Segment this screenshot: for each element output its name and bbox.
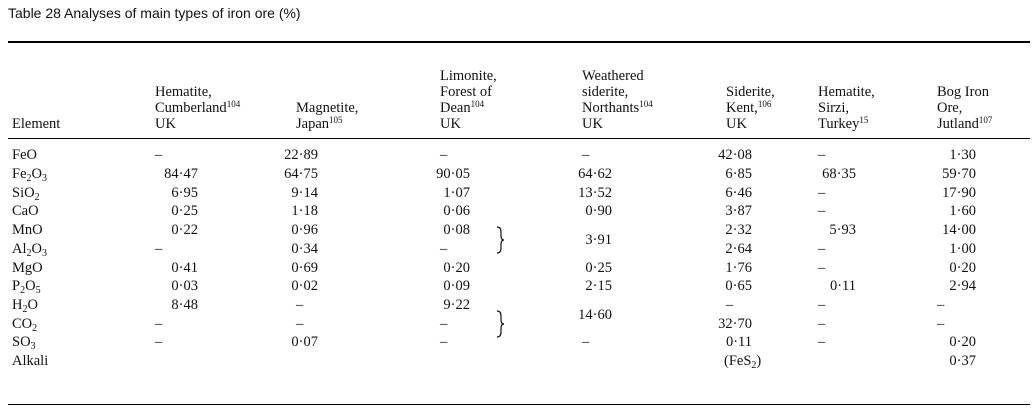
header-text: UK (155, 116, 176, 132)
formula-part: O (31, 166, 42, 182)
formula-part: MnO (12, 222, 43, 238)
header-line (440, 68, 497, 84)
header-line (582, 116, 653, 132)
dash-value: – (440, 316, 448, 332)
value-cell (942, 222, 976, 238)
formula-part: O (25, 278, 36, 294)
value-cell (296, 297, 303, 313)
reference-number: 104 (226, 99, 241, 109)
numeric-value: 1·30 (949, 147, 976, 163)
numeric-value: 42·08 (718, 147, 752, 163)
header-line (155, 100, 240, 116)
value-cell (818, 241, 825, 257)
subscript: 2 (26, 173, 32, 184)
numeric-value: 1·76 (725, 260, 752, 276)
element-label (12, 203, 39, 219)
numeric-value: 0·02 (291, 278, 318, 294)
header-col-4 (582, 50, 722, 132)
dash-value: – (440, 241, 448, 257)
header-line (726, 84, 775, 100)
value-cell (725, 185, 752, 201)
subscript: 2 (751, 360, 757, 371)
element-label (12, 278, 41, 294)
numeric-value: 14·00 (942, 222, 976, 238)
value-cell (578, 185, 612, 201)
value-cell (443, 260, 470, 276)
header-line (582, 100, 653, 116)
subscript: 2 (34, 192, 40, 203)
value-cell (818, 334, 825, 350)
value-cell (582, 147, 589, 163)
value-cell (949, 334, 976, 350)
subscript: 3 (41, 173, 47, 184)
header-text: Northants (582, 100, 640, 116)
dash-value: – (818, 203, 826, 219)
element-label (12, 222, 43, 238)
value-cell (829, 222, 856, 238)
header-text: UK (582, 116, 603, 132)
value-cell (818, 203, 825, 219)
formula-part: H (12, 297, 23, 313)
numeric-value: 6·85 (725, 166, 752, 182)
dash-value: – (818, 297, 826, 313)
merged-value-cell (578, 307, 612, 323)
numeric-value: 2·94 (949, 278, 976, 294)
dash-value: – (582, 147, 590, 163)
value-cell (818, 297, 825, 313)
header-text: Turkey (818, 116, 860, 132)
dash-value: – (440, 334, 448, 350)
value-cell (830, 278, 856, 294)
formula-part: CaO (12, 203, 39, 219)
dash-value: – (818, 260, 826, 276)
numeric-value: 17·90 (942, 185, 976, 201)
formula-part: SO (12, 334, 31, 350)
reference-number: 104 (639, 99, 653, 109)
value-cell (718, 316, 752, 332)
numeric-value: 0·25 (171, 203, 198, 219)
dash-value: – (296, 297, 304, 313)
header-lines (726, 84, 775, 132)
header-line (818, 116, 875, 132)
numeric-value: 59·70 (942, 166, 976, 182)
numeric-value: 0·20 (949, 334, 976, 350)
dash-value: – (818, 241, 826, 257)
numeric-value: 2·32 (725, 222, 752, 238)
header-text: Magnetite, (296, 100, 359, 116)
header-line (296, 100, 358, 116)
header-line (12, 116, 60, 132)
value-cell (725, 203, 752, 219)
reference-number: 15 (859, 115, 869, 125)
header-lines (155, 84, 240, 132)
reference-number: 107 (978, 115, 993, 125)
brace-limonite-mno-al2o3 (495, 226, 505, 254)
dash-value: – (155, 147, 163, 163)
header-text: Element (12, 116, 61, 132)
header-text: Forest of (440, 84, 492, 100)
numeric-value: 14·60 (578, 307, 612, 323)
numeric-value: 1·07 (443, 185, 470, 201)
value-cell (582, 334, 589, 350)
dash-value: – (155, 316, 163, 332)
header-lines (582, 68, 653, 132)
numeric-value: 64·75 (284, 166, 318, 182)
numeric-value: 1·18 (291, 203, 318, 219)
value-cell (443, 203, 470, 219)
value-cell (284, 147, 318, 163)
value-cell (725, 278, 752, 294)
header-text: Hematite, (818, 84, 875, 100)
header-line (440, 100, 497, 116)
dash-value: – (937, 297, 945, 313)
header-line (155, 116, 240, 132)
element-label (12, 334, 36, 350)
dash-value: – (582, 334, 590, 350)
value-cell (725, 260, 752, 276)
header-line (582, 84, 653, 100)
value-cell (164, 166, 198, 182)
value-cell (171, 278, 198, 294)
value-cell (443, 222, 470, 238)
numeric-value: 2·64 (725, 241, 752, 257)
numeric-value: 0·22 (171, 222, 198, 238)
header-lines (937, 84, 992, 132)
value-cell (818, 260, 825, 276)
value-cell (949, 147, 976, 163)
header-line (726, 100, 775, 116)
numeric-value: 6·95 (171, 185, 198, 201)
value-cell (718, 147, 752, 163)
merged-value-cell (585, 232, 612, 248)
formula-part: MgO (12, 260, 43, 276)
numeric-value: 64·62 (578, 166, 612, 182)
subscript: 2 (26, 248, 32, 259)
header-text: Dean (440, 100, 471, 116)
reference-number: 105 (329, 115, 343, 125)
header-col-1 (155, 50, 295, 132)
header-text: siderite, (582, 84, 629, 100)
dash-value: – (818, 147, 826, 163)
value-cell (726, 297, 733, 313)
element-label (12, 316, 37, 332)
element-label (12, 166, 47, 182)
bottom-rule (8, 404, 1030, 405)
value-cell (949, 353, 976, 369)
numeric-value: 0·41 (171, 260, 198, 276)
subscript: 3 (30, 341, 36, 352)
value-cell (818, 147, 825, 163)
value-cell (171, 222, 198, 238)
numeric-value: 5·93 (829, 222, 856, 238)
subscript: 5 (35, 285, 41, 296)
numeric-value: 8·48 (171, 297, 198, 313)
numeric-value: 0·20 (443, 260, 470, 276)
value-cell (585, 278, 612, 294)
value-cell (724, 353, 761, 369)
value-cell (171, 260, 198, 276)
numeric-value: 0·11 (725, 334, 752, 350)
dash-value: – (937, 316, 945, 332)
element-label (12, 185, 40, 201)
numeric-value: 0·03 (171, 278, 198, 294)
numeric-value: 1·60 (949, 203, 976, 219)
numeric-value: 32·70 (718, 316, 752, 332)
subscript: 2 (22, 304, 28, 315)
numeric-value: 9·22 (443, 297, 470, 313)
numeric-value: 0·65 (725, 278, 752, 294)
value-cell (440, 241, 447, 257)
value-cell (725, 241, 752, 257)
formula-part: O (31, 241, 42, 257)
header-line (937, 84, 992, 100)
reference-number: 106 (757, 99, 772, 109)
header-text: Japan (296, 116, 330, 132)
formula-part: Fe (12, 147, 27, 163)
dash-value: – (818, 334, 826, 350)
header-text: Sirzi, (818, 100, 850, 116)
formula-part: O (26, 147, 37, 163)
value-cell (818, 316, 825, 332)
header-line (155, 84, 240, 100)
dash-value: – (440, 147, 448, 163)
header-col-7 (937, 50, 1036, 132)
header-lines (296, 100, 358, 132)
value-cell (942, 185, 976, 201)
header-rule (8, 138, 1030, 139)
numeric-value: 0·34 (291, 241, 318, 257)
header-text: Cumberland (155, 100, 227, 116)
value-cell (291, 203, 318, 219)
numeric-value: 0·07 (291, 334, 318, 350)
header-lines (818, 84, 875, 132)
numeric-value: 90·05 (436, 166, 470, 182)
value-cell (942, 166, 976, 182)
numeric-value: 0·25 (585, 260, 612, 276)
value-cell (291, 222, 318, 238)
formula-part: CO (12, 316, 33, 332)
value-cell (585, 260, 612, 276)
closing-paren: ) (756, 353, 762, 369)
numeric-value: 9·14 (291, 185, 318, 201)
element-label (12, 260, 43, 276)
value-cell (440, 147, 447, 163)
numeric-value: 0·69 (291, 260, 318, 276)
header-col-2 (296, 50, 436, 132)
value-cell (291, 278, 318, 294)
brace-limonite-h2o-co2 (495, 310, 505, 338)
dash-value: – (155, 241, 163, 257)
value-cell (171, 297, 198, 313)
header-text: Limonite, (440, 68, 497, 84)
header-line (818, 100, 875, 116)
dash-value: – (818, 185, 826, 201)
value-cell (578, 166, 612, 182)
header-line (440, 84, 497, 100)
value-cell (937, 316, 944, 332)
value-cell (171, 203, 198, 219)
header-line (440, 116, 497, 132)
numeric-value: 22·89 (284, 147, 318, 163)
top-rule (8, 41, 1030, 43)
numeric-value: (FeS (724, 353, 752, 369)
value-cell (949, 203, 976, 219)
numeric-value: 0·09 (443, 278, 470, 294)
numeric-value: 0·11 (829, 278, 856, 294)
header-text: Hematite, (155, 84, 212, 100)
header-line (726, 116, 775, 132)
formula-part: Alkali (12, 353, 49, 369)
header-line (818, 84, 875, 100)
numeric-value: 0·20 (949, 260, 976, 276)
header-text: Jutland (937, 116, 979, 132)
value-cell (949, 260, 976, 276)
numeric-value: 0·08 (443, 222, 470, 238)
header-line (937, 116, 992, 132)
header-text: Weathered (582, 68, 644, 84)
value-cell (155, 334, 162, 350)
value-cell (440, 316, 447, 332)
formula-part: Al (12, 241, 27, 257)
formula-part: Fe (12, 166, 27, 182)
header-line (296, 116, 358, 132)
element-label (12, 353, 48, 369)
dash-value: – (296, 316, 304, 332)
formula-part: O (27, 297, 38, 313)
element-label (12, 147, 37, 163)
header-col-0 (12, 50, 152, 132)
value-cell (284, 166, 318, 182)
value-cell (291, 334, 318, 350)
numeric-value: 2·15 (585, 278, 612, 294)
value-cell (443, 297, 470, 313)
header-lines (12, 116, 60, 132)
header-text: UK (726, 116, 747, 132)
numeric-value: 3·87 (725, 203, 752, 219)
reference-number: 104 (470, 99, 485, 109)
table-caption: Table 28 Analyses of main types of iron ore (%) (8, 5, 301, 21)
element-label (12, 297, 38, 313)
header-text: Kent, (726, 100, 758, 116)
header-text: Siderite, (726, 84, 775, 100)
header-text: Ore, (937, 100, 963, 116)
numeric-value: 13·52 (578, 185, 612, 201)
formula-part: P (12, 278, 21, 294)
value-cell (443, 185, 470, 201)
value-cell (436, 166, 470, 182)
value-cell (726, 334, 752, 350)
numeric-value: 6·46 (725, 185, 752, 201)
value-cell (291, 185, 318, 201)
dash-value: – (155, 334, 163, 350)
numeric-value: 3·91 (585, 232, 612, 248)
numeric-value: 68·35 (822, 166, 856, 182)
value-cell (171, 185, 198, 201)
subscript: 2 (20, 285, 26, 296)
dash-value: – (726, 297, 734, 313)
value-cell (291, 260, 318, 276)
value-cell (443, 278, 470, 294)
value-cell (725, 222, 752, 238)
numeric-value: 1·00 (949, 241, 976, 257)
value-cell (291, 241, 318, 257)
brace-path (497, 227, 504, 253)
numeric-value: 0·06 (443, 203, 470, 219)
value-cell (440, 334, 447, 350)
header-text: Bog Iron (937, 84, 989, 100)
value-cell (155, 241, 162, 257)
value-cell (949, 241, 976, 257)
value-cell (937, 297, 944, 313)
value-cell (822, 166, 856, 182)
value-cell (949, 278, 976, 294)
value-cell (296, 316, 303, 332)
formula-part: SiO (12, 185, 35, 201)
numeric-value: 0·96 (291, 222, 318, 238)
subscript: 3 (41, 248, 47, 259)
dash-value: – (818, 316, 826, 332)
value-cell (585, 203, 612, 219)
subscript: 2 (32, 323, 38, 334)
header-line (582, 68, 653, 84)
header-col-3 (440, 50, 580, 132)
header-text: UK (440, 116, 461, 132)
numeric-value: 84·47 (164, 166, 198, 182)
value-cell (155, 147, 162, 163)
header-line (937, 100, 992, 116)
brace-path (497, 311, 504, 337)
value-cell (725, 166, 752, 182)
header-lines (440, 68, 497, 132)
numeric-value: 0·90 (585, 203, 612, 219)
numeric-value: 0·37 (949, 353, 976, 369)
value-cell (155, 316, 162, 332)
value-cell (818, 185, 825, 201)
element-label (12, 241, 47, 257)
